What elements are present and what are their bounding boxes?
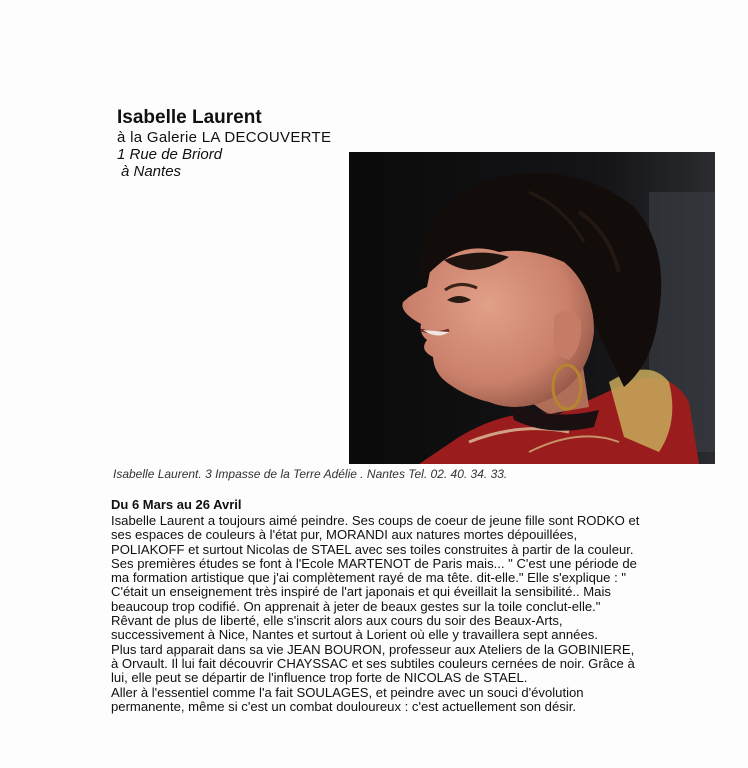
artist-name: Isabelle Laurent: [117, 107, 262, 128]
paragraph-1: Isabelle Laurent a toujours aimé peindre. Ses coups de coeur de jeune fille sont RODKO et ses espaces de couleurs à l'état pur, MORANDI aux natures mortes dépouillées, POLIAKOFF et surtout Nicolas de STAEL avec ses toiles construites à partir de la couleur.: [111, 513, 640, 557]
exhibition-dates: Du 6 Mars au 26 Avril: [111, 497, 242, 512]
portrait-illustration: [349, 152, 715, 464]
paragraph-3: Rêvant de plus de liberté, elle s'inscrit alors aux cours du soir des Beaux-Arts, successivement à Nice, Nantes et surtout à Lorient où elle y travaillera sept années.: [111, 613, 598, 643]
street-line: 1 Rue de Briord: [117, 146, 223, 163]
paragraph-4: Plus tard apparait dans sa vie JEAN BOURON, professeur aux Ateliers de la GOBINIERE, à Orvault. Il lui fait découvrir CHAYSSAC et ses subtiles couleurs cernées de noir. Grâce à lui, elle peut se départir de l'influence trop forte de NICOLAS de STAEL.: [111, 641, 635, 686]
paragraph-5: Aller à l'essentiel comme l'a fait SOULAGES, et peindre avec un souci d'évolution permanente, même si c'est un combat douloureux : c'est actuellement son désir.: [111, 684, 584, 714]
gallery-line: à la Galerie LA DECOUVERTE: [117, 129, 332, 146]
portrait-photo: [349, 152, 715, 464]
photo-caption: Isabelle Laurent. 3 Impasse de la Terre Adélie . Nantes Tel. 02. 40. 34. 33.: [113, 467, 508, 481]
article-body: [111, 514, 643, 714]
city-line: à Nantes: [121, 163, 182, 180]
paragraph-2: Ses premières études se font à l'Ecole MARTENOT de Paris mais... " C'est une période de ma formation artistique que j'ai complètement rayé de ma tête. dit-elle." Elle s'explique : " C'était un enseignement très inspiré de l'art japonais et qui éveillait la sensibilité.. Mais beaucoup trop codifié. On apprenait à jeter de beaux gestes sur la toile conclut-elle.": [111, 555, 637, 614]
